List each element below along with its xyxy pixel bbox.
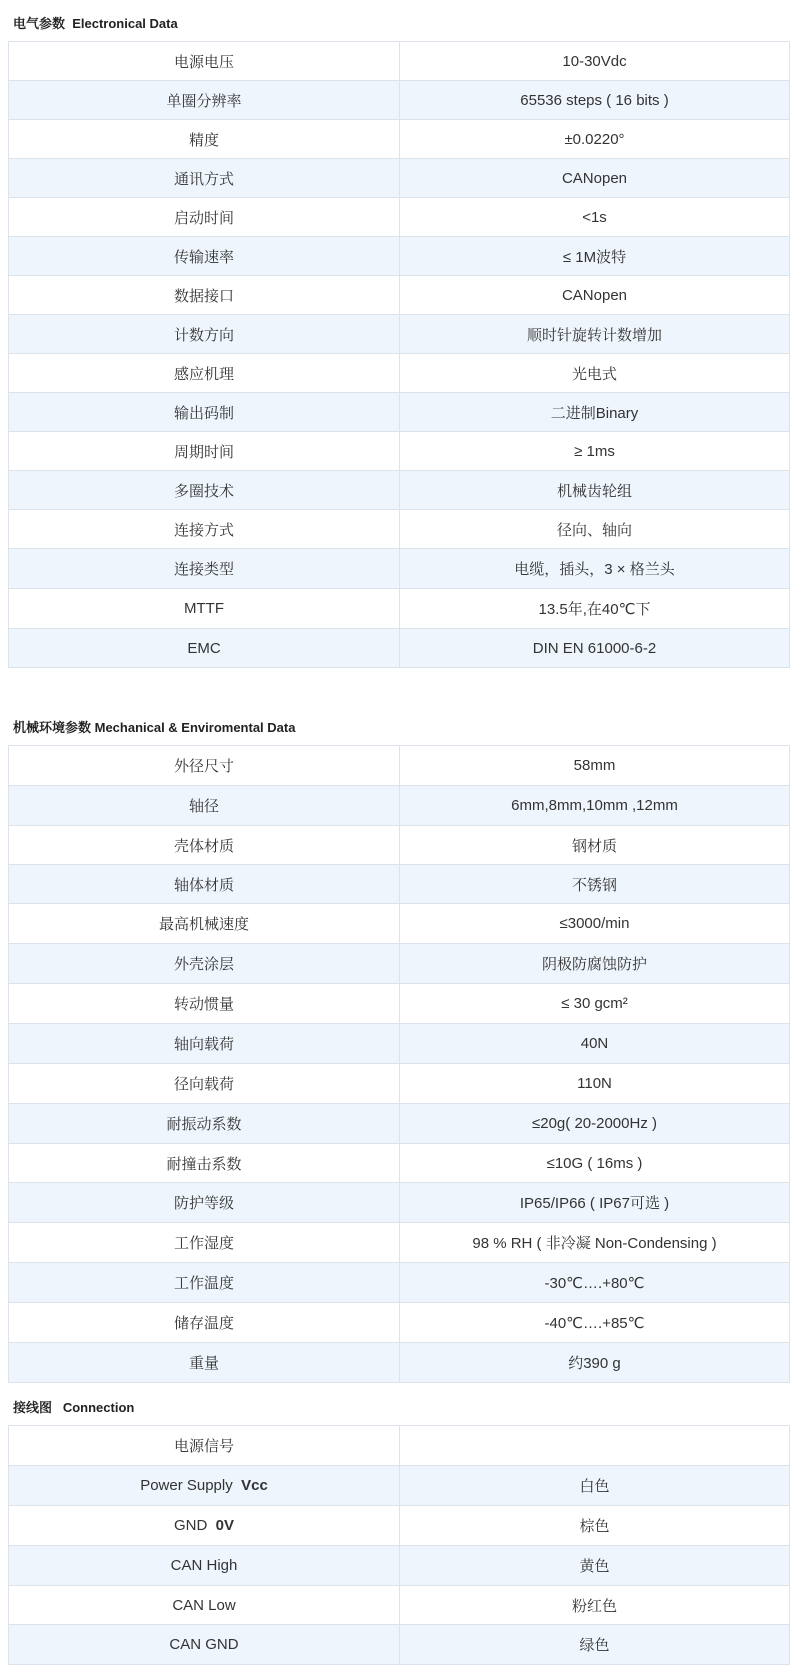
spec-label: 计数方向 [9, 315, 400, 354]
table-row [9, 315, 790, 354]
spec-label: 输出码制 [9, 393, 400, 432]
table-row [9, 1144, 790, 1183]
signal-code: 0V [215, 1517, 235, 1534]
spec-value: ±0.0220° [400, 120, 790, 159]
spec-value: 电缆，插头，3 × 格兰头 [400, 549, 790, 589]
spec-value: DIN EN 61000-6-2 [400, 629, 790, 668]
spec-label: 通讯方式 [9, 159, 400, 198]
spec-value: 40N [400, 1024, 790, 1064]
table-row [9, 1064, 790, 1104]
spec-value: ≤ 1M波特 [400, 237, 790, 276]
spec-label: MTTF [9, 589, 400, 629]
table-row [9, 1024, 790, 1064]
spec-value: CANopen [400, 276, 790, 315]
spec-value: 径向、轴向 [400, 510, 790, 549]
spec-value [400, 1426, 790, 1466]
spec-value: 98 % RH ( 非冷凝 Non-Condensing ) [400, 1223, 790, 1263]
spec-value: ≤ 30 gcm² [400, 984, 790, 1024]
signal-code: Vcc [241, 1477, 268, 1494]
spec-value: ≤3000/min [400, 904, 790, 944]
table-row [9, 81, 790, 120]
spec-label [9, 1466, 400, 1506]
spec-value: 约390 g [400, 1343, 790, 1383]
table-row [9, 276, 790, 315]
table-row [9, 510, 790, 549]
spec-label: CAN Low [9, 1586, 400, 1625]
table-row [9, 198, 790, 237]
table-row [9, 746, 790, 786]
spec-value: ≤20g( 20-2000Hz ) [400, 1104, 790, 1144]
spec-label: 精度 [9, 120, 400, 159]
signal-name: Power Supply [140, 1477, 233, 1494]
table-row [9, 629, 790, 668]
spec-label: 最高机械速度 [9, 904, 400, 944]
section-title-connection: 接线图 Connection [13, 1400, 135, 1415]
table-row [9, 159, 790, 198]
table-row [9, 1263, 790, 1303]
spec-label: 数据接口 [9, 276, 400, 315]
table-row [9, 120, 790, 159]
spec-value: 机械齿轮组 [400, 471, 790, 510]
spec-label: 耐撞击系数 [9, 1144, 400, 1183]
table-row [9, 42, 790, 81]
spec-value: -30℃….+80℃ [400, 1263, 790, 1303]
spec-label: CAN GND [9, 1625, 400, 1665]
spec-value: 58mm [400, 746, 790, 786]
spec-label: 周期时间 [9, 432, 400, 471]
table-row [9, 549, 790, 589]
spec-label: 连接方式 [9, 510, 400, 549]
spec-label: 感应机理 [9, 354, 400, 393]
spec-value: 10-30Vdc [400, 42, 790, 81]
spec-value: -40℃….+85℃ [400, 1303, 790, 1343]
spec-label: 耐振动系数 [9, 1104, 400, 1144]
table-row [9, 944, 790, 984]
spec-label: 工作湿度 [9, 1223, 400, 1263]
table-row [9, 471, 790, 510]
spec-value: IP65/IP66 ( IP67可选 ) [400, 1183, 790, 1223]
spec-label: 多圈技术 [9, 471, 400, 510]
table-row [9, 1546, 790, 1586]
spec-label: 储存温度 [9, 1303, 400, 1343]
electrical-data-table [8, 41, 790, 668]
spec-value: 粉红色 [400, 1586, 790, 1625]
spec-value: 钢材质 [400, 826, 790, 865]
spec-label: 径向载荷 [9, 1064, 400, 1104]
spec-label: 连接类型 [9, 549, 400, 589]
table-row [9, 1586, 790, 1625]
spec-label: 外壳涂层 [9, 944, 400, 984]
spec-value: 黄色 [400, 1546, 790, 1586]
table-row [9, 1183, 790, 1223]
table-row [9, 984, 790, 1024]
spec-value: ≥ 1ms [400, 432, 790, 471]
spec-label: 启动时间 [9, 198, 400, 237]
section-title-mechanical: 机械环境参数 Mechanical & Enviromental Data [13, 720, 296, 735]
table-row [9, 1466, 790, 1506]
spec-label: 传输速率 [9, 237, 400, 276]
spec-value: <1s [400, 198, 790, 237]
table-row [9, 786, 790, 826]
spec-value: 6mm,8mm,10mm ,12mm [400, 786, 790, 826]
spec-label: 轴向载荷 [9, 1024, 400, 1064]
spec-value: CANopen [400, 159, 790, 198]
spec-label [9, 1506, 400, 1546]
spec-value: 棕色 [400, 1506, 790, 1546]
signal-name: GND [173, 1517, 208, 1534]
spec-label: 轴径 [9, 786, 400, 826]
spec-value: 二进制Binary [400, 393, 790, 432]
table-row [9, 1343, 790, 1383]
table-row [9, 1506, 790, 1546]
spec-label: 壳体材质 [9, 826, 400, 865]
spec-value: 阴极防腐蚀防护 [400, 944, 790, 984]
spec-value: 110N [400, 1064, 790, 1104]
spec-label: 电源信号 [9, 1426, 400, 1466]
mechanical-data-table [8, 745, 790, 1383]
spec-label: EMC [9, 629, 400, 668]
spec-label: CAN High [9, 1546, 400, 1586]
table-row [9, 1303, 790, 1343]
table-row [9, 865, 790, 904]
spec-value: 白色 [400, 1466, 790, 1506]
spec-value: 13.5年,在40℃下 [400, 589, 790, 629]
table-row [9, 904, 790, 944]
table-row [9, 432, 790, 471]
spec-label: 重量 [9, 1343, 400, 1383]
table-row [9, 1426, 790, 1466]
spec-value: 绿色 [400, 1625, 790, 1665]
spec-label: 转动惯量 [9, 984, 400, 1024]
spec-label: 电源电压 [9, 42, 400, 81]
spec-label: 防护等级 [9, 1183, 400, 1223]
table-row [9, 589, 790, 629]
spec-value: 顺时针旋转计数增加 [400, 315, 790, 354]
spec-label: 单圈分辨率 [9, 81, 400, 120]
table-row [9, 1223, 790, 1263]
section-title-electrical: 电气参数 Electronical Data [13, 16, 178, 31]
spec-value: 65536 steps ( 16 bits ) [400, 81, 790, 120]
table-row [9, 237, 790, 276]
spec-label: 工作温度 [9, 1263, 400, 1303]
table-row [9, 393, 790, 432]
spec-label: 外径尺寸 [9, 746, 400, 786]
spec-value: 光电式 [400, 354, 790, 393]
table-row [9, 1104, 790, 1144]
table-row [9, 826, 790, 865]
spec-value: ≤10G ( 16ms ) [400, 1144, 790, 1183]
table-row [9, 354, 790, 393]
table-row [9, 1625, 790, 1665]
spec-value: 不锈钢 [400, 865, 790, 904]
connection-table [8, 1425, 790, 1665]
spec-label: 轴体材质 [9, 865, 400, 904]
